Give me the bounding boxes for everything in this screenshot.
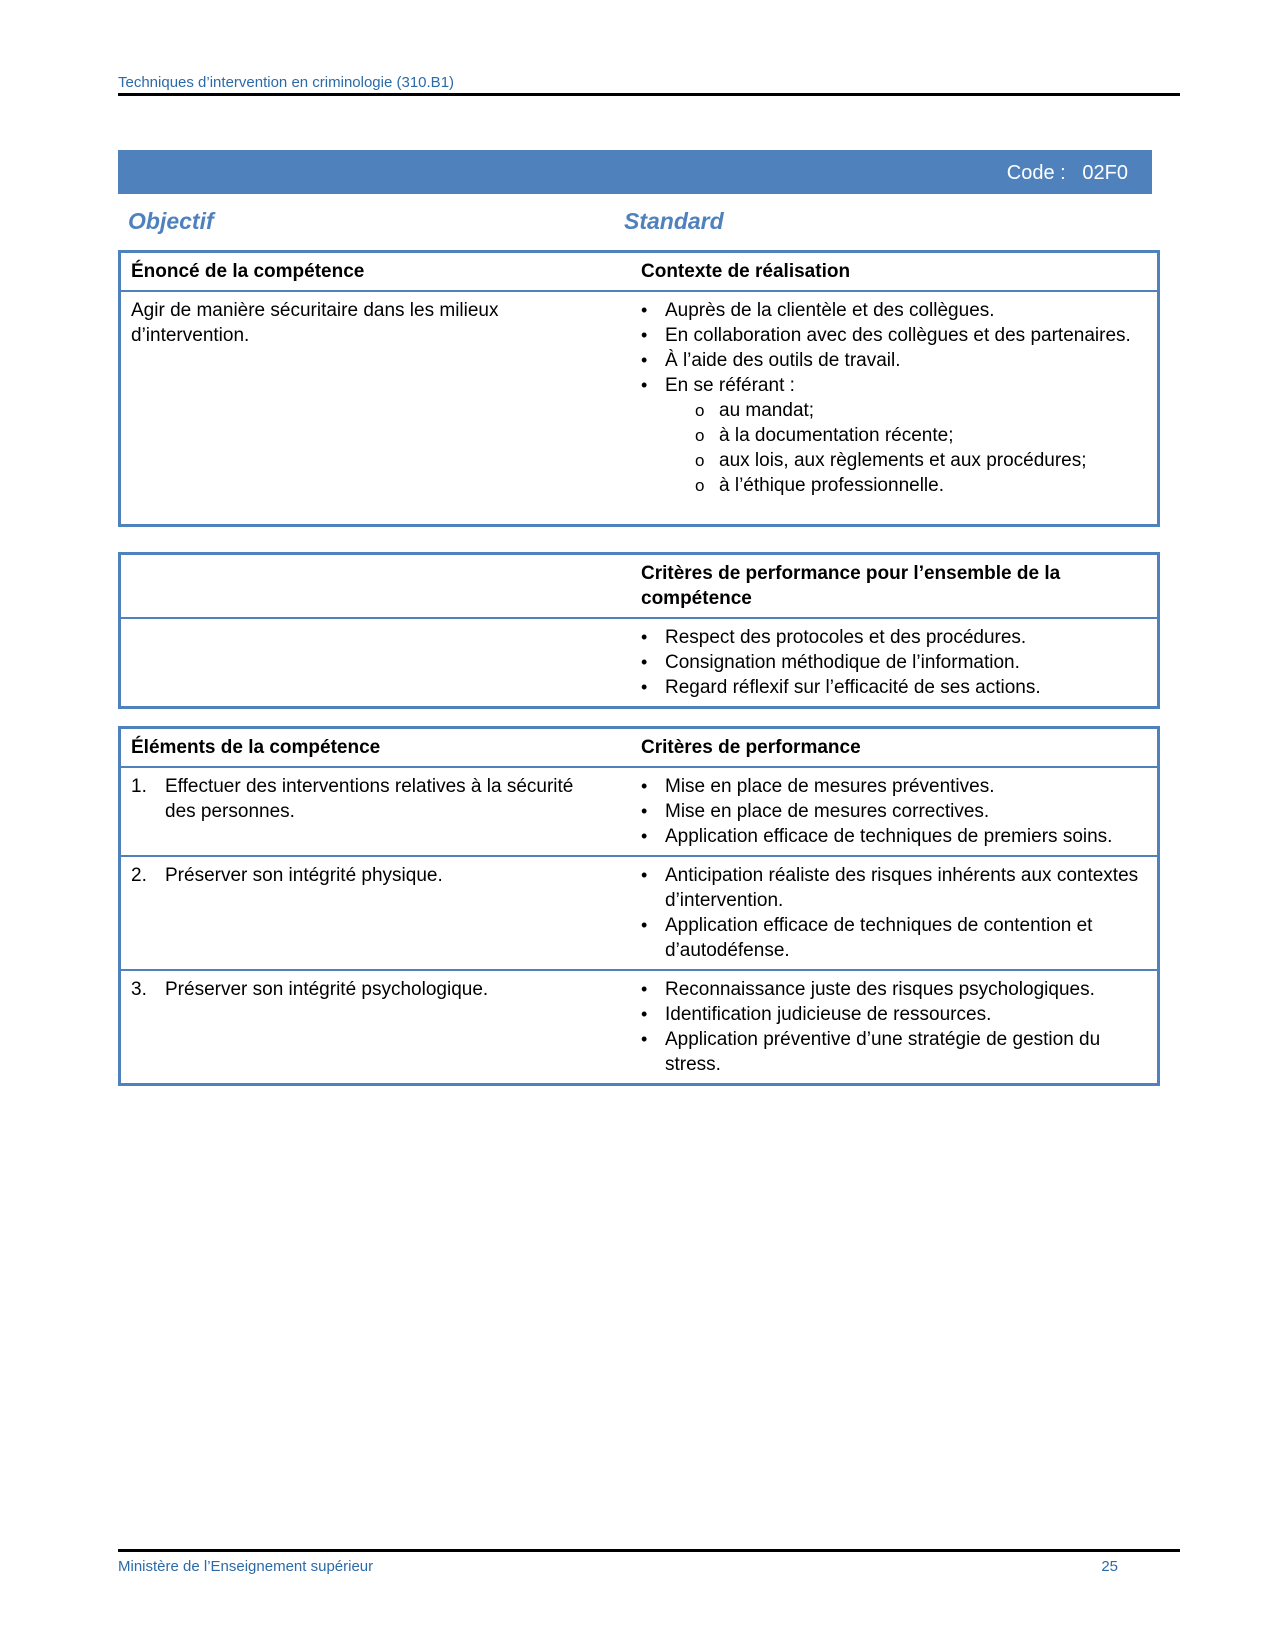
- criterion-item: • Consignation méthodique de l’information.: [641, 650, 1147, 675]
- element-text: Préserver son intégrité psychologique.: [165, 979, 489, 1000]
- criterion-item: • Application efficace de techniques de premiers soins.: [641, 824, 1147, 849]
- context-list: [641, 298, 1147, 498]
- criterion-item: • Respect des protocoles et des procédures.: [641, 625, 1147, 650]
- overall-criteria-list: [641, 625, 1147, 700]
- element-criteria-cell: [631, 856, 1159, 970]
- code-bar: [118, 150, 1152, 194]
- criterion-item: • Anticipation réaliste des risques inhérents aux contextes d’intervention.: [641, 863, 1147, 913]
- element-criteria-list: [641, 977, 1147, 1077]
- reference-item: o aux lois, aux règlements et aux procédures;: [695, 448, 1147, 473]
- criterion-item: • Application préventive d’une stratégie de gestion du stress.: [641, 1027, 1147, 1077]
- competency-code: [1007, 162, 1128, 185]
- criterion-item: • Mise en place de mesures préventives.: [641, 774, 1147, 799]
- objective-heading: Objectif: [128, 208, 214, 234]
- overall-criteria-cell: [631, 618, 1159, 708]
- reference-list: [665, 398, 1147, 498]
- criterion-item: • Regard réflexif sur l’efficacité de ses actions.: [641, 675, 1147, 700]
- footer-ministry: Ministère de l’Enseignement supérieur: [118, 1558, 374, 1575]
- element-text: Préserver son intégrité physique.: [165, 865, 443, 886]
- reference-item: o à la documentation récente;: [695, 423, 1147, 448]
- element-criteria-list: [641, 863, 1147, 963]
- element-cell: [120, 856, 632, 970]
- element-cell: [120, 970, 632, 1085]
- criterion-item: • Application efficace de techniques de contention et d’autodéfense.: [641, 913, 1147, 963]
- running-header: Techniques d’intervention en criminologie (310.B1): [118, 74, 1180, 96]
- element-criteria-cell: [631, 970, 1159, 1085]
- element-number: 1.: [131, 776, 147, 797]
- context-item: • En collaboration avec des collègues et des partenaires.: [641, 323, 1147, 348]
- running-footer: [118, 1549, 1180, 1575]
- overall-criteria-table: [118, 552, 1160, 709]
- element-criteria-cell: [631, 767, 1159, 856]
- element-row: [120, 767, 1159, 856]
- context-item: • À l’aide des outils de travail.: [641, 348, 1147, 373]
- competency-statement-table: [118, 250, 1160, 527]
- criteria-header: Critères de performance: [631, 728, 1159, 768]
- context-item-label: En se référant :: [665, 375, 795, 396]
- context-item: [641, 373, 1147, 498]
- empty-cell: [120, 618, 632, 708]
- page-number: 25: [1101, 1558, 1118, 1575]
- elements-header: Éléments de la compétence: [120, 728, 632, 768]
- criterion-item: • Reconnaissance juste des risques psychologiques.: [641, 977, 1147, 1002]
- standard-heading: Standard: [624, 208, 724, 234]
- element-text: Effectuer des interventions relatives à la sécurité des personnes.: [165, 776, 574, 822]
- reference-item: o au mandat;: [695, 398, 1147, 423]
- criterion-item: • Identification judicieuse de ressources.: [641, 1002, 1147, 1027]
- element-number: 2.: [131, 865, 147, 886]
- statement-header: Énoncé de la compétence: [120, 252, 632, 292]
- element-cell: [120, 767, 632, 856]
- context-header: Contexte de réalisation: [631, 252, 1159, 292]
- empty-cell: [120, 554, 632, 619]
- overall-criteria-header: Critères de performance pour l’ensemble de la compétence: [631, 554, 1159, 619]
- criterion-item: • Mise en place de mesures correctives.: [641, 799, 1147, 824]
- code-value: 02F0: [1082, 162, 1128, 184]
- element-criteria-list: [641, 774, 1147, 849]
- code-label: Code :: [1006, 162, 1066, 184]
- reference-item: o à l’éthique professionnelle.: [695, 473, 1147, 498]
- competency-statement: Agir de manière sécuritaire dans les milieux d’intervention.: [131, 300, 499, 346]
- element-number: 3.: [131, 979, 147, 1000]
- elements-table: [118, 726, 1160, 1086]
- element-row: [120, 856, 1159, 970]
- context-item: • Auprès de la clientèle et des collègues.: [641, 298, 1147, 323]
- element-row: [120, 970, 1159, 1085]
- context-cell: [631, 291, 1159, 526]
